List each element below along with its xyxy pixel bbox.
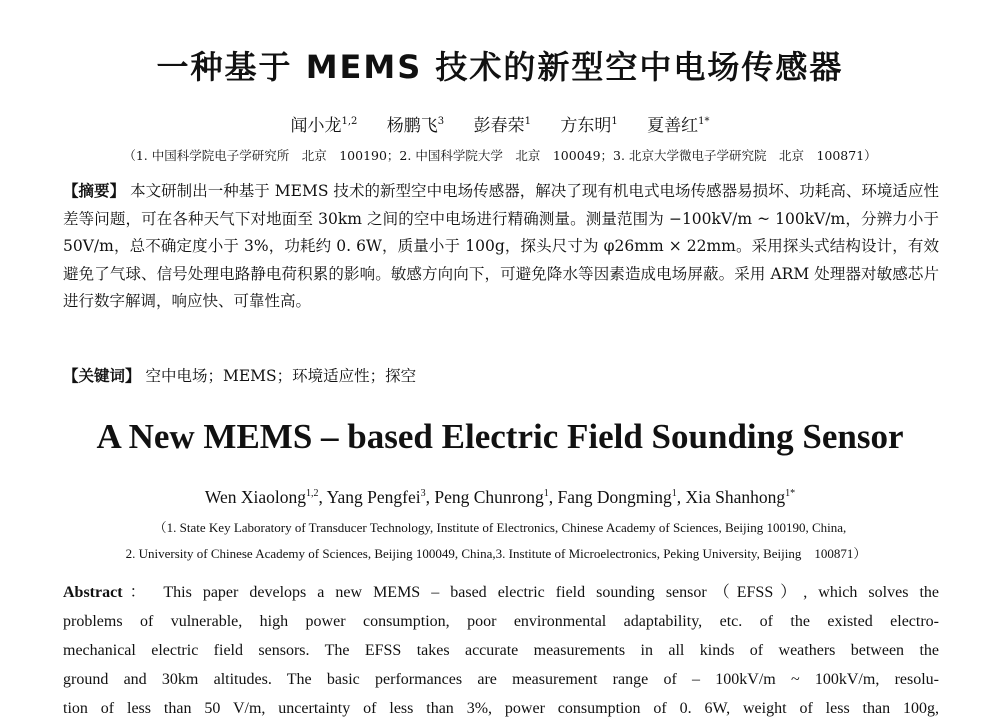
author-cn [474,116,531,136]
title-chinese: 一种基于 MEMS 技术的新型空中电场传感器 [156,48,844,86]
author-cn-name: 方东明 [560,116,612,136]
authors-english: Wen Xiaolong$^{1,2}$, Yang Pengfei$^3$, Peng Chunrong$^1$, Fang Dongming$^1$, Xia Shanhong$^{1*}$ [204,487,796,507]
author-cn [387,116,444,136]
author-cn-sup: 1 [611,116,618,127]
author-cn-sup: 1* [698,116,710,127]
author-en-name: Yang Pengfei [326,487,421,507]
author-cn-name: 夏善红 [647,116,699,136]
author-en-name: Wen Xiaolong [204,487,306,507]
abstract-en-line [63,578,939,607]
affiliations-english-line: 2. University of Chinese Academy of Sciences, Beijing 100049, China,3. Institute of Microelectronics, Peking University, Beijing 100871） [125,546,867,561]
title-english: A New MEMS – based Electric Field Sounding Sensor [96,417,904,456]
author-en-sup: 1 [543,488,549,499]
affiliations-chinese: （1. 中国科学院电子学研究所 北京 100190；2. 中国科学院大学 北京 100049；3. 北京大学微电子学研究院 北京 100871） [123,148,877,163]
abstract-en-label: Abstract [63,584,123,601]
abstract-cn-text: 本文研制出一种基于 MEMS 技术的新型空中电场传感器，解决了现有机电式电场传感器易损坏、功耗高、环境适应性差等问题，可在各种天气下对地面至 30km 之间的空中电场进行精确测量。测量范围为 −100kV/m ~ 100kV/m，分辨力小于 50V/m，总不确定度小于 3%，功耗约 0. 6W，质量小于 100g，探头尺寸为 φ26mm × 22mm。采用探头式结构设计，有效避免了气球、信号处理电路静电荷积累的影响。敏感方向向下，可避免降水等因素造成电场屏蔽。采用 ARM 处理器对敏感芯片进行数字解调，响应快、可靠性高。 [63,182,939,311]
author-en-name: Peng Chunrong [434,487,544,507]
author-cn [647,116,709,136]
abstract-en-line: ground and 30km altitudes. The basic performances are measurement range of – 100kV/m ~ 100kV/m, resolu- [63,671,939,688]
abstract-en-line: problems of vulnerable, high power consumption, poor environmental adaptability, etc. of the existed electro- [63,613,939,630]
author-en [327,487,426,507]
author-en [205,487,319,507]
author-en-name: Fang Dongming [557,487,672,507]
abstract-en-label-sep: ： [122,584,153,601]
authors-chinese [0,111,1000,136]
author-cn-name: 闻小龙 [290,116,342,136]
abstract-en-text: This paper develops a new MEMS – based electric field sounding sensor（EFSS）, which solves the [152,584,939,601]
author-cn-name: 杨鹏飞 [386,116,438,136]
affiliations-english-line: （1. State Key Laboratory of Transducer Technology, Institute of Electronics, Chinese Academy of Sciences, Beijing 100190, China, [153,520,847,535]
author-cn-sup: 1 [524,116,531,127]
author-en-name: Xia Shanhong [685,487,786,507]
author-en [557,487,676,507]
abstract-en-line: tion of less than 50 V/m, uncertainty of less than 3%, power consumption of 0. 6W, weight of less than 100g, [63,700,939,717]
author-en-sup: 1,2 [306,488,319,499]
abstract-english [63,578,939,723]
abstract-chinese [63,178,939,316]
author-cn [290,116,357,136]
author-en-sup: 1 [671,488,677,499]
keywords-cn-label: 【关键词】 [63,367,141,385]
author-en [685,487,795,507]
author-en-sup: 3 [420,488,426,499]
keywords-chinese [63,364,939,386]
author-cn [560,116,617,136]
author-cn-sup: 1,2 [341,116,358,127]
author-cn-name: 彭春荣 [473,116,525,136]
abstract-cn-label: 【摘要】 [63,182,126,200]
keywords-cn-text: 空中电场；MEMS；环境适应性；探空 [140,367,417,385]
author-cn-sup: 3 [437,116,445,127]
abstract-en-line: mechanical electric field sensors. The EFSS takes accurate measurements in all kinds of weathers between the [63,642,939,659]
author-en [434,487,548,507]
author-en-sup: 1* [785,488,796,499]
